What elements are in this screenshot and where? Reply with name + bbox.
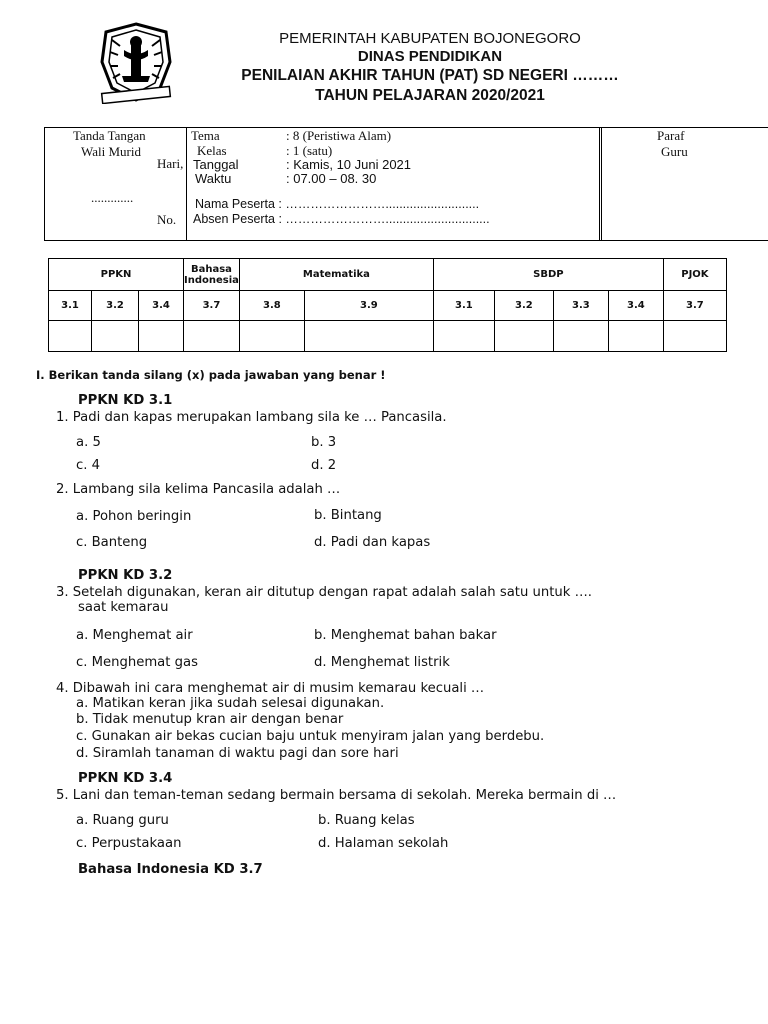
question-3-continued: saat kemarau bbox=[78, 600, 169, 615]
kd-cell: 3.7 bbox=[663, 291, 726, 321]
teacher-initial-label-guru: Guru bbox=[661, 144, 688, 159]
score-cell[interactable] bbox=[239, 321, 304, 352]
section-heading: PPKN KD 3.1 bbox=[78, 393, 173, 408]
number-label: No. bbox=[157, 212, 177, 227]
score-cell[interactable] bbox=[608, 321, 663, 352]
bojonegoro-logo-icon bbox=[98, 22, 174, 104]
question-4: 4. Dibawah ini cara menghemat air di musim kemarau kecuali … bbox=[56, 681, 485, 696]
section-heading: Bahasa Indonesia KD 3.7 bbox=[78, 862, 263, 877]
subject-header: PPKN bbox=[49, 259, 184, 291]
option-3c[interactable]: c. Menghemat gas bbox=[76, 655, 198, 670]
date-label: Tanggal bbox=[193, 157, 239, 172]
question-5: 5. Lani dan teman-teman sedang bermain bersama di sekolah. Mereka bermain di … bbox=[56, 788, 617, 803]
score-cell[interactable] bbox=[663, 321, 726, 352]
header-government: PEMERINTAH KABUPATEN BOJONEGORO bbox=[279, 30, 581, 47]
subject-header: Matematika bbox=[239, 259, 433, 291]
date-value: : Kamis, 10 Juni 2021 bbox=[286, 157, 412, 172]
option-2a[interactable]: a. Pohon beringin bbox=[76, 509, 192, 524]
option-5b[interactable]: b. Ruang kelas bbox=[318, 813, 415, 828]
time-value: : 07.00 – 08. 30 bbox=[286, 171, 377, 186]
option-4b[interactable]: b. Tidak menutup kran air dengan benar bbox=[76, 712, 344, 727]
kd-cell: 3.8 bbox=[239, 291, 304, 321]
option-1a[interactable]: a. 5 bbox=[76, 435, 101, 450]
score-cell[interactable] bbox=[494, 321, 553, 352]
day-label: Hari, bbox=[157, 156, 184, 171]
divider bbox=[601, 128, 602, 240]
score-cell[interactable] bbox=[184, 321, 240, 352]
option-1d[interactable]: d. 2 bbox=[311, 458, 337, 473]
question-1: 1. Padi dan kapas merupakan lambang sila ke … Pancasila. bbox=[56, 410, 447, 425]
time-label: Waktu bbox=[195, 171, 232, 186]
score-table bbox=[48, 258, 727, 352]
exam-info-box bbox=[44, 127, 768, 241]
section-heading: PPKN KD 3.2 bbox=[78, 568, 173, 583]
score-cell[interactable] bbox=[49, 321, 92, 352]
divider bbox=[186, 128, 187, 240]
score-cell[interactable] bbox=[433, 321, 494, 352]
kd-cell: 3.1 bbox=[49, 291, 92, 321]
kd-cell: 3.2 bbox=[494, 291, 553, 321]
kd-cell: 3.2 bbox=[92, 291, 139, 321]
option-3d[interactable]: d. Menghemat listrik bbox=[314, 655, 450, 670]
option-5d[interactable]: d. Halaman sekolah bbox=[318, 836, 449, 851]
teacher-initial-label: Paraf bbox=[657, 128, 685, 143]
option-3b[interactable]: b. Menghemat bahan bakar bbox=[314, 628, 497, 643]
instruction-text: I. Berikan tanda silang (x) pada jawaban yang benar ! bbox=[36, 368, 386, 382]
option-4a[interactable]: a. Matikan keran jika sudah selesai digunakan. bbox=[76, 696, 385, 711]
question-3: 3. Setelah digunakan, keran air ditutup dengan rapat adalah salah satu untuk …. bbox=[56, 585, 592, 600]
theme-label: Tema bbox=[191, 128, 220, 143]
option-4c[interactable]: c. Gunakan air bekas cucian baju untuk menyiram jalan yang berdebu. bbox=[76, 729, 545, 744]
kd-cell: 3.7 bbox=[184, 291, 240, 321]
score-cell[interactable] bbox=[139, 321, 184, 352]
score-cell[interactable] bbox=[304, 321, 433, 352]
kd-cell: 3.4 bbox=[608, 291, 663, 321]
subject-header: Bahasa Indonesia bbox=[184, 259, 240, 291]
theme-value: : 8 (Peristiwa Alam) bbox=[286, 128, 392, 143]
signature-dots: ............. bbox=[91, 190, 134, 205]
signature-title: Tanda Tangan bbox=[73, 128, 146, 143]
option-2c[interactable]: c. Banteng bbox=[76, 535, 148, 550]
question-2: 2. Lambang sila kelima Pancasila adalah … bbox=[56, 482, 341, 497]
divider bbox=[599, 128, 600, 240]
kd-cell: 3.3 bbox=[553, 291, 608, 321]
option-3a[interactable]: a. Menghemat air bbox=[76, 628, 193, 643]
header-department: DINAS PENDIDIKAN bbox=[357, 48, 503, 65]
option-2b[interactable]: b. Bintang bbox=[314, 508, 382, 523]
subject-header: PJOK bbox=[663, 259, 726, 291]
header-exam-title: PENILAIAN AKHIR TAHUN (PAT) SD NEGERI ……… bbox=[241, 67, 619, 84]
participant-name-field[interactable]: Nama Peserta : ……………………........................... bbox=[195, 197, 480, 211]
option-4d[interactable]: d. Siramlah tanaman di waktu pagi dan sore hari bbox=[76, 746, 399, 761]
kd-cell: 3.1 bbox=[433, 291, 494, 321]
option-1b[interactable]: b. 3 bbox=[311, 435, 337, 450]
option-2d[interactable]: d. Padi dan kapas bbox=[314, 535, 431, 550]
signature-title-parent: Wali Murid bbox=[81, 144, 141, 159]
score-cell[interactable] bbox=[553, 321, 608, 352]
kd-cell: 3.4 bbox=[139, 291, 184, 321]
section-heading: PPKN KD 3.4 bbox=[78, 771, 173, 786]
class-value: : 1 (satu) bbox=[286, 143, 333, 158]
option-1c[interactable]: c. 4 bbox=[76, 458, 101, 473]
kd-cell: 3.9 bbox=[304, 291, 433, 321]
header-school-year: TAHUN PELAJARAN 2020/2021 bbox=[315, 87, 545, 104]
subject-header: SBDP bbox=[433, 259, 663, 291]
participant-absence-field[interactable]: Absen Peserta : …………………….............................. bbox=[193, 212, 490, 226]
option-5a[interactable]: a. Ruang guru bbox=[76, 813, 169, 828]
class-label: Kelas bbox=[197, 143, 227, 158]
score-cell[interactable] bbox=[92, 321, 139, 352]
option-5c[interactable]: c. Perpustakaan bbox=[76, 836, 182, 851]
